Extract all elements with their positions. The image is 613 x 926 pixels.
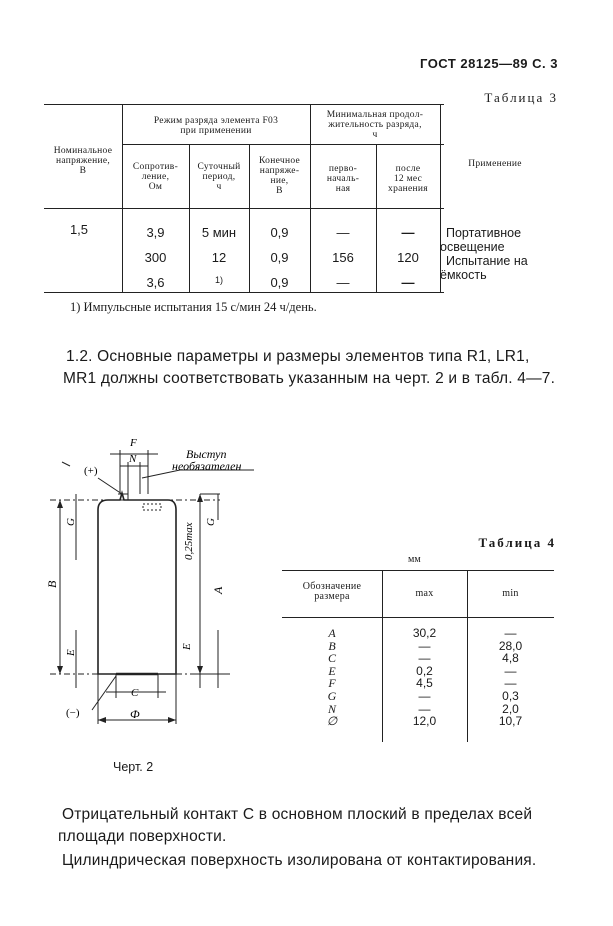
label-c: C: [131, 687, 139, 699]
footnote: 1) Импульсные испытания 15 с/мин 24 ч/день.: [70, 300, 317, 314]
after-3: —: [401, 275, 415, 290]
label-f: F: [130, 437, 137, 449]
table3: [44, 104, 528, 292]
h-application: Применение: [468, 159, 522, 169]
after-1: —: [401, 225, 415, 240]
daily-2: 12: [211, 250, 227, 265]
protrusion-1: Выступ: [186, 447, 227, 461]
figure-drawing: [40, 430, 280, 780]
label-b: B: [45, 580, 59, 588]
paragraph-1-2: 1.2. Основные параметры и размеры элементов типа R1, LR1, MR1 должны соответствовать указанным на черт. 2 и в табл. 4—7.: [63, 348, 556, 387]
t4-max-col: 30,2 — — 0,2 4,5 — — 12,0: [412, 626, 437, 729]
final-1: 0,9: [270, 225, 289, 240]
label-a: A: [211, 586, 225, 594]
h-min-duration: Минимальная продол- жительность разряда, ч: [326, 110, 424, 140]
after-2: 120: [397, 250, 419, 265]
label-025max: 0,25max: [183, 522, 195, 560]
figure-caption: Черт. 2: [113, 760, 154, 774]
paragraph-negative-contact: Отрицательный контакт C в основном плоский в пределах всей площади поверхности.: [58, 806, 533, 845]
h-after-storage: после 12 мес хранения: [388, 164, 428, 194]
initial-1: —: [336, 225, 350, 240]
table4: [282, 565, 554, 743]
plus-label: (+): [84, 465, 98, 477]
h-nominal: Номинальное напряжение, В: [53, 146, 113, 176]
protrusion-2: необязателен: [172, 459, 242, 473]
h-resistance: Сопротив- ление, Ом: [132, 162, 179, 192]
table4-unit: мм: [408, 554, 421, 565]
label-n: N: [129, 453, 137, 465]
label-g-left: G: [65, 518, 77, 526]
initial-3: —: [336, 275, 350, 290]
resist-1: 3,9: [146, 225, 165, 240]
initial-2: 156: [332, 250, 354, 265]
t4-min-col: — 28,0 4,8 — — 0,3 2,0 10,7: [498, 626, 523, 729]
h-final-voltage: Конечное напряже- ние, В: [258, 156, 301, 196]
label-g-right: G: [205, 518, 217, 526]
minus-label: (−): [66, 707, 80, 719]
final-3: 0,9: [270, 275, 289, 290]
t4-h-designation: Обозначение размера: [302, 581, 362, 602]
label-e-left: E: [65, 649, 77, 656]
h-daily-period: Суточный период, ч: [197, 162, 241, 192]
final-2: 0,9: [270, 250, 289, 265]
h-initial: перво- началь- ная: [326, 164, 360, 194]
t4-h-min: min: [502, 588, 519, 599]
paragraph-cylindrical: Цилиндрическая поверхность изолирована от контактирования.: [62, 852, 537, 869]
t4-h-max: max: [415, 588, 434, 599]
label-e-right: E: [181, 643, 193, 650]
label-d: Ф: [130, 707, 140, 721]
resist-2: 300: [144, 250, 167, 265]
nominal-value: 1,5: [69, 222, 89, 237]
resist-3: 3,6: [146, 275, 165, 290]
h-mode: Режим разряда элемента F03 при применении: [153, 116, 279, 136]
page-header: ГОСТ 28125—89 С. 3: [420, 56, 558, 71]
daily-1: 5 мин: [201, 225, 237, 240]
app-text: Портативное освещение Испытание на ёмкость: [440, 226, 528, 282]
daily-3: 1): [214, 275, 223, 285]
table3-caption: Таблица 3: [484, 90, 558, 105]
t4-designation-col: A B C E F G N ∅: [326, 626, 338, 729]
table4-caption: Таблица 4: [478, 535, 556, 550]
